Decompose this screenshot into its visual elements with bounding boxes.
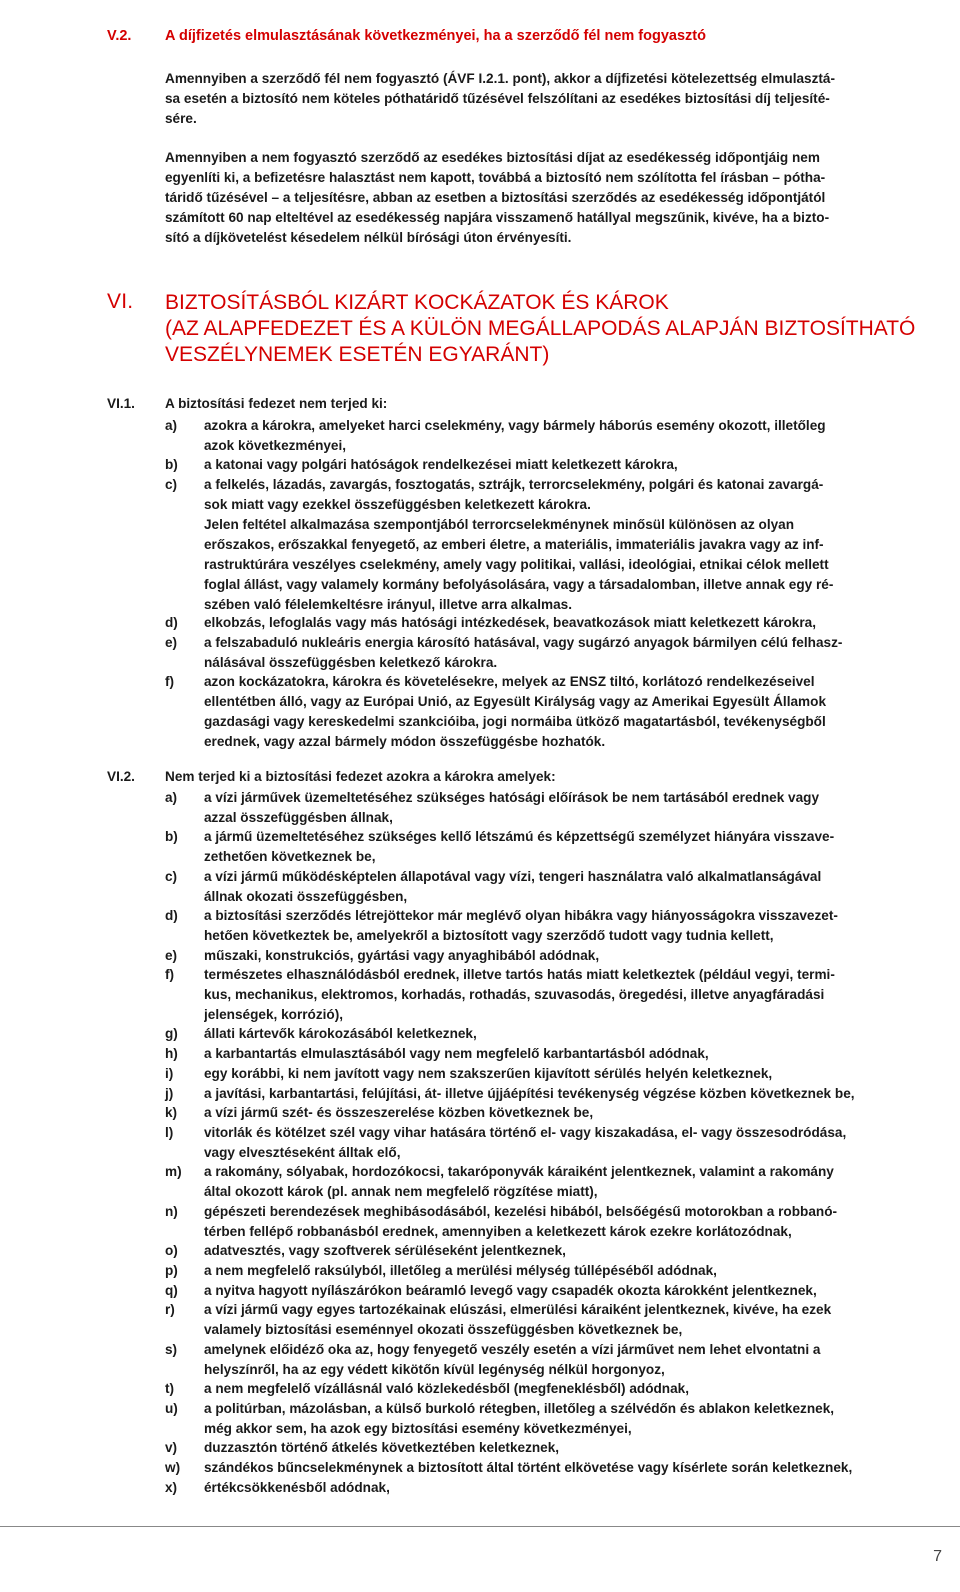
list-item-text <box>204 827 954 867</box>
list-item-line: állnak okozati összefüggésben, <box>204 888 408 904</box>
list-item-line: szében való félelemkeltésre irányul, illetve arra alkalmas. <box>204 597 572 613</box>
list-item-line: a nem megfelelő vízállásnál való közlekedésből (megfeneklésből) adódnak, <box>204 1381 690 1396</box>
chapter-title-line: VESZÉLYNEMEK ESETÉN EGYARÁNT) <box>165 343 550 366</box>
list-item-line: térben fellépő robbanásból erednek, amennyiben a keletkezett károk ezekre korlátozódnak, <box>204 1223 792 1239</box>
list-item-line: vagy elvesztéseként álltak elő, <box>204 1144 401 1160</box>
list-item-line: a katonai vagy polgári hatóságok rendelkezései miatt keletkezett károkra, <box>204 457 678 473</box>
list-item-line: gazdasági vagy kereskedelmi szankcióiba, jogi normáiba ütköző magatartásból, tevékenységből <box>204 714 826 730</box>
list-item-line: vitorlák és kötélzet szél vagy vihar hatására történő el- vagy kiszakadása, el- vagy összesodródása, <box>204 1124 847 1140</box>
footer-divider <box>0 1526 960 1527</box>
list-item-line: a rakomány, sólyabak, hordozókocsi, takaróponyvák káraiként jelentkeznek, valamint a rakomány <box>204 1164 834 1180</box>
list-item-label: c) <box>165 868 178 884</box>
list-item-line: szándékos bűncselekménynek a biztosított által történt elkövetése vagy kísérlete során keletkeznek, <box>204 1459 853 1475</box>
paragraph-2 <box>165 148 955 248</box>
section-number: V.2. <box>107 28 132 44</box>
list-item-line: jelenségek, korrózió), <box>204 1007 344 1023</box>
list-item-label: h) <box>165 1046 178 1062</box>
list-item-label: f) <box>165 674 175 690</box>
list-item-label: c) <box>165 477 178 493</box>
list-item-text <box>204 788 954 828</box>
list-item-label: u) <box>165 1400 178 1416</box>
paragraph-line: számított 60 nap elteltével az esedékesség napjára visszamenő hatállyal megszűnik, kivéve, ha a bizto- <box>165 210 830 225</box>
list-item-line: helyszínről, ha az egy védett kikötőn kívül legénység nélkül horgonyoz, <box>204 1361 665 1377</box>
list-item-text <box>204 1438 954 1458</box>
list-item-label: a) <box>165 418 178 433</box>
list-item-label: k) <box>165 1105 178 1121</box>
list-item-label: l) <box>165 1124 174 1140</box>
list-item-text <box>204 1024 954 1044</box>
list-item-line: állati kártevők károkozásából keletkeznek, <box>204 1026 477 1042</box>
list-item-label: v) <box>165 1440 178 1456</box>
list-item-line: a felszabaduló nukleáris energia károsító hatásával, vagy sugárzó anyagok bármilyen célú felhasz- <box>204 634 843 650</box>
list-item-line: a felkelés, lázadás, zavargás, fosztogatás, sztrájk, terrorcselekmény, polgári és katonai zavargá- <box>204 477 824 493</box>
list-item-line: a jármű üzemeltetéséhez szükséges kellő létszámú és képzettségű személyzet hiányára visszave- <box>204 829 835 845</box>
list-item-line: a politúrban, mázolásban, a külső burkoló rétegben, illetőleg a szélvédőn és ablakon keletkeznek, <box>204 1400 835 1416</box>
section-title: A díjfizetés elmulasztásának következményei, ha a szerződő fél nem fogyasztó <box>165 28 706 44</box>
list-item-text <box>204 1123 954 1163</box>
list-item-line: a biztosítási szerződés létrejöttekor már meglévő olyan hibákra vagy hiányosságokra visszavezet- <box>204 908 838 924</box>
list-item-label: j) <box>165 1085 174 1101</box>
list-item-line: erőszakos, erőszakkal fenyegető, az emberi életre, a materiális, immateriális javakra vagy az inf- <box>204 537 824 553</box>
list-item-line: a vízi jármű szét- és összeszerelése közben következnek be, <box>204 1105 594 1121</box>
list-item-text <box>204 475 954 615</box>
list-item-line: a vízi járművek üzemeltetéséhez szükséges hatósági előírások be nem tartásából erednek vagy <box>204 790 820 805</box>
list-item-text <box>204 672 954 752</box>
list-item-line: foglal állást, vagy valamely kormány befolyásolására, vagy a társadalomban, illetve annak egy ré- <box>204 577 834 593</box>
list-item-text <box>204 1241 954 1261</box>
list-item-text <box>204 1202 954 1242</box>
list-item-label: w) <box>165 1459 181 1475</box>
paragraph-line: táridő tűzésével – a teljesítésre, abban az esetben a biztosítási szerződés az esedékesség időpontjától <box>165 190 826 205</box>
list-item-label: p) <box>165 1262 178 1278</box>
list-item-line: műszaki, konstrukciós, gyártási vagy anyaghibából adódnak, <box>204 947 600 963</box>
list-item-label: t) <box>165 1381 175 1396</box>
list-item-line: adatvesztés, vagy szoftverek sérüléseként jelentkeznek, <box>204 1243 566 1259</box>
list-item-label: e) <box>165 634 178 650</box>
list-item-text <box>204 1478 954 1498</box>
list-item-text <box>204 1162 954 1202</box>
list-item-line: erednek, vagy azzal bármely módon összefüggésbe hozhatók. <box>204 734 606 750</box>
list-item-label: f) <box>165 967 175 983</box>
list-item-line: még akkor sem, ha azok egy biztosítási esemény következményei, <box>204 1420 632 1436</box>
list-item-line: elkobzás, lefoglalás vagy más hatósági intézkedések, beavatkozások miatt keletkezett károkra, <box>204 615 816 630</box>
list-item-text <box>204 1340 954 1380</box>
list-item-text <box>204 613 954 633</box>
list-item-line: nálásával összefüggésben keletkező károkra. <box>204 654 498 670</box>
list-item-text <box>204 965 954 1025</box>
paragraph-line: Amennyiben a nem fogyasztó szerződő az esedékes biztosítási díjat az esedékesség időpontjáig nem <box>165 150 820 165</box>
list-item-label: r) <box>165 1302 175 1318</box>
list-item-label: n) <box>165 1203 178 1219</box>
subsection-number: VI.1. <box>107 396 135 411</box>
list-item-text <box>204 1103 954 1123</box>
list-item-text <box>204 1064 954 1084</box>
list-item-text <box>204 633 954 673</box>
list-item-text <box>204 1044 954 1064</box>
list-item-line: kus, mechanikus, elektromos, korhadás, rothadás, szuvasodás, öregedési, illetve anyagfáradási <box>204 987 825 1003</box>
list-item-line: ellentétben álló, vagy az Európai Unió, az Egyesült Királyság vagy az Amerikai Egyesült Államok <box>204 694 827 710</box>
paragraph-1 <box>165 69 955 129</box>
list-item-text <box>204 1084 954 1104</box>
list-item-label: q) <box>165 1282 178 1298</box>
list-item-text <box>204 1399 954 1439</box>
list-item-line: a vízi jármű vagy egyes tartozékainak elúszási, elmerülési káraiként jelentkeznek, kivéve, ha ezek <box>204 1302 832 1318</box>
list-item-text <box>204 1281 954 1301</box>
list-item-line: által okozott károk (pl. annak nem megfelelő rögzítése miatt), <box>204 1184 598 1200</box>
page-number: 7 <box>933 1548 942 1565</box>
list-item-label: b) <box>165 457 178 473</box>
list-item-text <box>204 906 954 946</box>
subsection-number: VI.2. <box>107 769 135 784</box>
list-item-label: i) <box>165 1065 174 1081</box>
list-item-text <box>204 416 954 456</box>
list-item-line: értékcsökkenésből adódnak, <box>204 1479 390 1495</box>
list-item-text <box>204 946 954 966</box>
list-item-label: o) <box>165 1243 178 1259</box>
list-item-line: a karbantartás elmulasztásából vagy nem megfelelő karbantartásból adódnak, <box>204 1046 709 1062</box>
list-item-line: azokra a károkra, amelyeket harci cselekmény, vagy bármely háborús esemény okozott, illetőleg <box>204 418 826 433</box>
chapter-title <box>165 290 915 368</box>
list-item-text <box>204 1458 954 1478</box>
list-item-line: a javítási, karbantartási, felújítási, át- illetve újjáépítési tevékenység végzése közben következnek be, <box>204 1085 855 1101</box>
list-item-label: b) <box>165 829 178 845</box>
list-item-text <box>204 455 954 475</box>
list-item-line: sok miatt vagy ezekkel összefüggésben keletkezett károkra. <box>204 497 591 513</box>
list-item-label: m) <box>165 1164 182 1180</box>
list-item-line: Jelen feltétel alkalmazása szempontjából terrorcselekménynek minősül különösen az olyan <box>204 517 795 533</box>
list-item-line: azok következményei, <box>204 438 347 453</box>
list-item-label: x) <box>165 1479 178 1495</box>
paragraph-line: sító a díjkövetelést késedelem nélkül bírósági úton érvényesíti. <box>165 230 572 245</box>
list-item-label: a) <box>165 790 178 805</box>
list-item-text <box>204 1379 954 1399</box>
list-item-line: amelynek előidéző oka az, hogy fenyegető veszély esetén a vízi járművet nem lehet elvontatni a <box>204 1341 821 1357</box>
list-item-text <box>204 1261 954 1281</box>
list-item-line: rastruktúrára veszélyes cselekmény, amely vagy politikai, vallási, ideológiai, etnikai célok mellett <box>204 557 829 573</box>
list-item-label: d) <box>165 908 178 924</box>
list-item-line: gépészeti berendezések meghibásodásából, kezelési hibából, belsőégésű motorokban a robbanó- <box>204 1203 838 1219</box>
list-item-label: e) <box>165 947 178 963</box>
paragraph-line: Amennyiben a szerződő fél nem fogyasztó (ÁVF I.2.1. pont), akkor a díjfizetési kötelezettség elmulasztá- <box>165 71 836 86</box>
list-item-line: a nyitva hagyott nyílászárókon beáramló levegő vagy csapadék okozta károkként jelentkeznek, <box>204 1282 817 1298</box>
list-item-line: valamely biztosítási eseménnyel okozati összefüggésben következnek be, <box>204 1322 683 1338</box>
list-item-line: egy korábbi, ki nem javított vagy nem szakszerűen kijavított sérülés helyén keletkeznek, <box>204 1065 773 1081</box>
list-item-line: hetően következtek be, amelyekről a biztosított vagy szerződő tudott vagy tudnia kellett, <box>204 928 774 944</box>
chapter-title-line: (AZ ALAPFEDEZET ÉS A KÜLÖN MEGÁLLAPODÁS ALAPJÁN BIZTOSÍTHATÓ <box>165 317 916 340</box>
subsection-intro: Nem terjed ki a biztosítási fedezet azokra a károkra amelyek: <box>165 769 556 784</box>
paragraph-line: sére. <box>165 111 197 126</box>
list-item-text <box>204 1300 954 1340</box>
list-item-label: d) <box>165 615 178 630</box>
subsection-intro: A biztosítási fedezet nem terjed ki: <box>165 396 388 411</box>
list-item-text <box>204 867 954 907</box>
list-item-label: s) <box>165 1341 178 1357</box>
list-item-label: g) <box>165 1026 178 1042</box>
list-item-line: zethetően következnek be, <box>204 849 376 865</box>
chapter-number: VI. <box>107 290 134 313</box>
list-item-line: a nem megfelelő raksúlyból, illetőleg a merülési mélység túllépéséből adódnak, <box>204 1262 717 1278</box>
list-item-line: azzal összefüggésben állnak, <box>204 810 393 825</box>
chapter-title-line: BIZTOSÍTÁSBÓL KIZÁRT KOCKÁZATOK ÉS KÁROK <box>165 291 669 314</box>
list-item-line: azon kockázatokra, károkra és követelésekre, melyek az ENSZ tiltó, korlátozó rendelkezéseivel <box>204 674 815 690</box>
paragraph-line: sa esetén a biztosító nem köteles póthatáridő tűzésével felszólítani az esedékes biztosítási díj teljesíté- <box>165 91 830 106</box>
list-item-line: a vízi jármű működésképtelen állapotával vagy vízi, tengeri használatra való alkalmatlanságával <box>204 868 822 884</box>
list-item-line: duzzasztón történő átkelés következtében keletkeznek, <box>204 1440 560 1456</box>
list-item-line: természetes elhasználódásból erednek, illetve tartós hatás miatt keletkeztek (például vegyi, termi- <box>204 967 835 983</box>
paragraph-line: egyenlíti ki, a befizetésre halasztást nem kapott, továbbá a biztosító nem szólította fel írásban – pótha- <box>165 170 826 185</box>
